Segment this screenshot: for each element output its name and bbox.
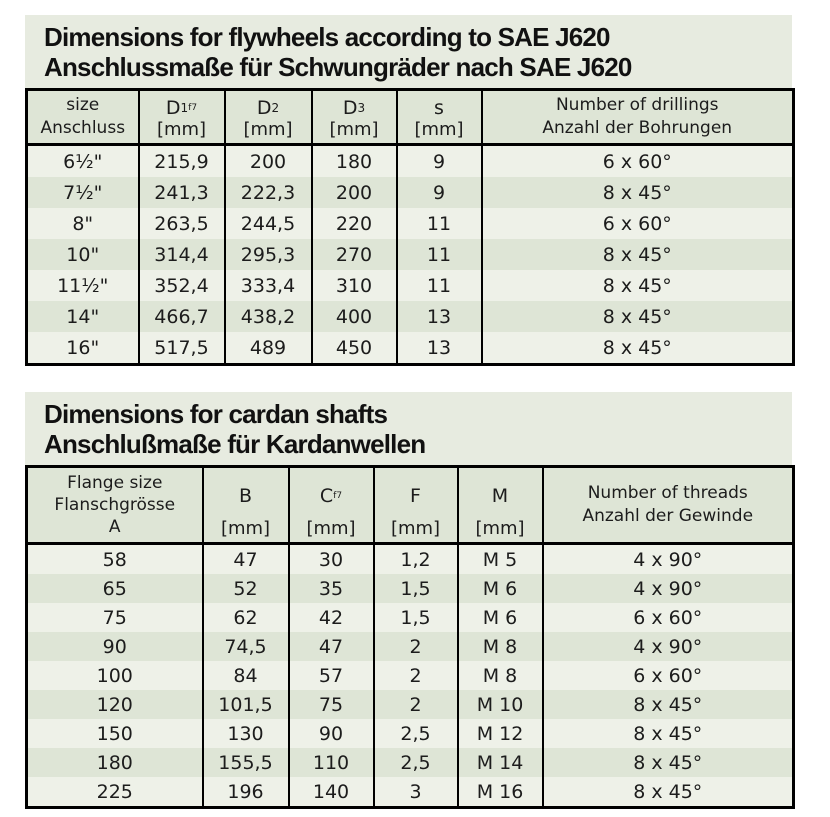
header-d3: D 3 [mm]: [312, 90, 397, 145]
cell: 65: [27, 574, 203, 603]
cell: 11½": [27, 270, 139, 301]
header-d2: D 2 [mm]: [225, 90, 312, 145]
cell: 200: [225, 145, 312, 178]
cell: 8 x 45°: [482, 301, 794, 332]
cell: M 8: [458, 632, 543, 661]
cardan-title-band: [25, 392, 792, 465]
cell: 6 x 60°: [543, 603, 794, 632]
cell: 150: [27, 719, 203, 748]
unit-mm: [mm]: [329, 119, 379, 140]
cell: 9: [397, 145, 482, 178]
cell: 8 x 45°: [482, 239, 794, 270]
cell: 200: [312, 177, 397, 208]
cell: 400: [312, 301, 397, 332]
cell: 263,5: [139, 208, 225, 239]
cell: 130: [203, 719, 289, 748]
cell: 84: [203, 661, 289, 690]
cell: 1,2: [374, 544, 458, 575]
cell: 180: [27, 748, 203, 777]
cell: 58: [27, 544, 203, 575]
table-row: [27, 719, 794, 748]
cell: 75: [289, 690, 374, 719]
cell: 2,5: [374, 748, 458, 777]
cell: 14": [27, 301, 139, 332]
header-drillings-de: Anzahl der Bohrungen: [542, 118, 733, 138]
table-row: [27, 177, 794, 208]
cell: 241,3: [139, 177, 225, 208]
cardan-table: [25, 465, 795, 809]
table-row: [27, 632, 794, 661]
header-size-de: Anschluss: [40, 118, 126, 138]
cell: 2,5: [374, 719, 458, 748]
cell: 7½": [27, 177, 139, 208]
table-row: [27, 145, 794, 178]
header-drillings: [482, 90, 794, 145]
cell: 2: [374, 632, 458, 661]
cell: 1,5: [374, 603, 458, 632]
table-row: [27, 270, 794, 301]
table-row: [27, 332, 794, 365]
flywheel-title-de: Anschlussmaße für Schwungräder nach SAE J620: [44, 52, 632, 82]
cell: 30: [289, 544, 374, 575]
cell: 8": [27, 208, 139, 239]
cell: M 5: [458, 544, 543, 575]
cell: 42: [289, 603, 374, 632]
cell: 47: [289, 632, 374, 661]
unit-mm: [mm]: [475, 518, 525, 539]
cell: 222,3: [225, 177, 312, 208]
flywheel-table: [25, 88, 795, 366]
header-size: [27, 90, 139, 145]
cell: 90: [289, 719, 374, 748]
cell: 75: [27, 603, 203, 632]
header-flange-en: Flange size: [67, 473, 163, 493]
cell: M 16: [458, 777, 543, 808]
cell: 4 x 90°: [543, 632, 794, 661]
cell: 438,2: [225, 301, 312, 332]
symbol-d2: D: [256, 96, 272, 119]
table-row: [27, 239, 794, 270]
symbol-m: M: [491, 484, 509, 507]
cell: 4 x 90°: [543, 544, 794, 575]
flywheel-table-body: [27, 145, 794, 365]
unit-mm: [mm]: [243, 119, 293, 140]
symbol-d1: D: [165, 96, 181, 119]
cardan-title-de: Anschlußmaße für Kardanwellen: [44, 429, 426, 459]
cell: 6 x 60°: [482, 145, 794, 178]
cardan-title-en: Dimensions for cardan shafts: [44, 399, 388, 429]
table-row: [27, 574, 794, 603]
cell: 466,7: [139, 301, 225, 332]
table-row: [27, 690, 794, 719]
cell: 517,5: [139, 332, 225, 365]
cardan-table-body: [27, 544, 794, 808]
cell: 140: [289, 777, 374, 808]
cell: 11: [397, 239, 482, 270]
header-flange-de: Flanschgrösse: [54, 495, 176, 515]
unit-mm: [mm]: [156, 119, 207, 140]
table-row: [27, 544, 794, 575]
symbol-c: C: [319, 484, 334, 507]
table-row: [27, 301, 794, 332]
cell: 3: [374, 777, 458, 808]
cell: 196: [203, 777, 289, 808]
flywheel-title-en: Dimensions for flywheels according to SAE J620: [44, 22, 610, 52]
cardan-table-header: [27, 467, 794, 544]
cell: 8 x 45°: [482, 177, 794, 208]
header-threads: [543, 467, 794, 544]
unit-mm: [mm]: [390, 518, 441, 539]
cell: 352,4: [139, 270, 225, 301]
cell: 215,9: [139, 145, 225, 178]
header-cf7: C f7 [mm]: [289, 467, 374, 544]
flywheel-title-band: [25, 15, 792, 88]
cell: M 6: [458, 574, 543, 603]
cell: 6½": [27, 145, 139, 178]
cell: 16": [27, 332, 139, 365]
header-flange-size: [27, 467, 203, 544]
header-row: [27, 467, 794, 544]
cell: 450: [312, 332, 397, 365]
header-s: [397, 90, 482, 145]
cell: 74,5: [203, 632, 289, 661]
cell: 9: [397, 177, 482, 208]
header-threads-de: Anzahl der Gewinde: [582, 506, 754, 526]
cell: 8 x 45°: [482, 332, 794, 365]
cell: 62: [203, 603, 289, 632]
header-d1f7: D 1 f7 [mm]: [139, 90, 225, 145]
cell: 52: [203, 574, 289, 603]
cell: M 6: [458, 603, 543, 632]
cell: 310: [312, 270, 397, 301]
cell: 6 x 60°: [543, 661, 794, 690]
cell: 1,5: [374, 574, 458, 603]
cell: 2: [374, 661, 458, 690]
header-b: [203, 467, 289, 544]
cell: 2: [374, 690, 458, 719]
cell: 11: [397, 208, 482, 239]
cell: 47: [203, 544, 289, 575]
cell: 270: [312, 239, 397, 270]
flywheel-table-header: [27, 90, 794, 145]
cell: 225: [27, 777, 203, 808]
header-row: [27, 90, 794, 145]
unit-mm: [mm]: [220, 518, 271, 539]
cell: 101,5: [203, 690, 289, 719]
symbol-s: s: [434, 96, 444, 119]
cell: 35: [289, 574, 374, 603]
table-row: [27, 777, 794, 808]
table-row: [27, 661, 794, 690]
cell: 120: [27, 690, 203, 719]
cell: 489: [225, 332, 312, 365]
cell: M 8: [458, 661, 543, 690]
header-f: [374, 467, 458, 544]
cell: 244,5: [225, 208, 312, 239]
unit-mm: [mm]: [414, 119, 464, 140]
cell: 11: [397, 270, 482, 301]
cell: 8 x 45°: [482, 270, 794, 301]
cell: 8 x 45°: [543, 748, 794, 777]
cell: 8 x 45°: [543, 719, 794, 748]
cell: M 10: [458, 690, 543, 719]
cell: M 14: [458, 748, 543, 777]
symbol-a: A: [108, 517, 121, 537]
cell: 13: [397, 332, 482, 365]
section-gap: [25, 366, 792, 392]
symbol-d3: D: [342, 96, 358, 119]
cell: 90: [27, 632, 203, 661]
header-threads-en: Number of threads: [587, 483, 748, 503]
table-row: [27, 603, 794, 632]
cell: 155,5: [203, 748, 289, 777]
cell: 13: [397, 301, 482, 332]
cell: 6 x 60°: [482, 208, 794, 239]
cell: 110: [289, 748, 374, 777]
cell: 8 x 45°: [543, 777, 794, 808]
cell: 220: [312, 208, 397, 239]
unit-mm: [mm]: [306, 518, 356, 539]
symbol-b: B: [238, 484, 253, 507]
cell: 10": [27, 239, 139, 270]
cell: 4 x 90°: [543, 574, 794, 603]
header-drillings-en: Number of drillings: [555, 95, 719, 115]
cell: 100: [27, 661, 203, 690]
header-size-en: size: [66, 95, 100, 115]
header-m: [458, 467, 543, 544]
cell: 180: [312, 145, 397, 178]
table-row: [27, 748, 794, 777]
cell: 314,4: [139, 239, 225, 270]
cell: 57: [289, 661, 374, 690]
table-row: [27, 208, 794, 239]
page-content: [25, 15, 792, 809]
cell: 295,3: [225, 239, 312, 270]
cell: M 12: [458, 719, 543, 748]
cell: 333,4: [225, 270, 312, 301]
cell: 8 x 45°: [543, 690, 794, 719]
symbol-f: F: [410, 484, 421, 507]
